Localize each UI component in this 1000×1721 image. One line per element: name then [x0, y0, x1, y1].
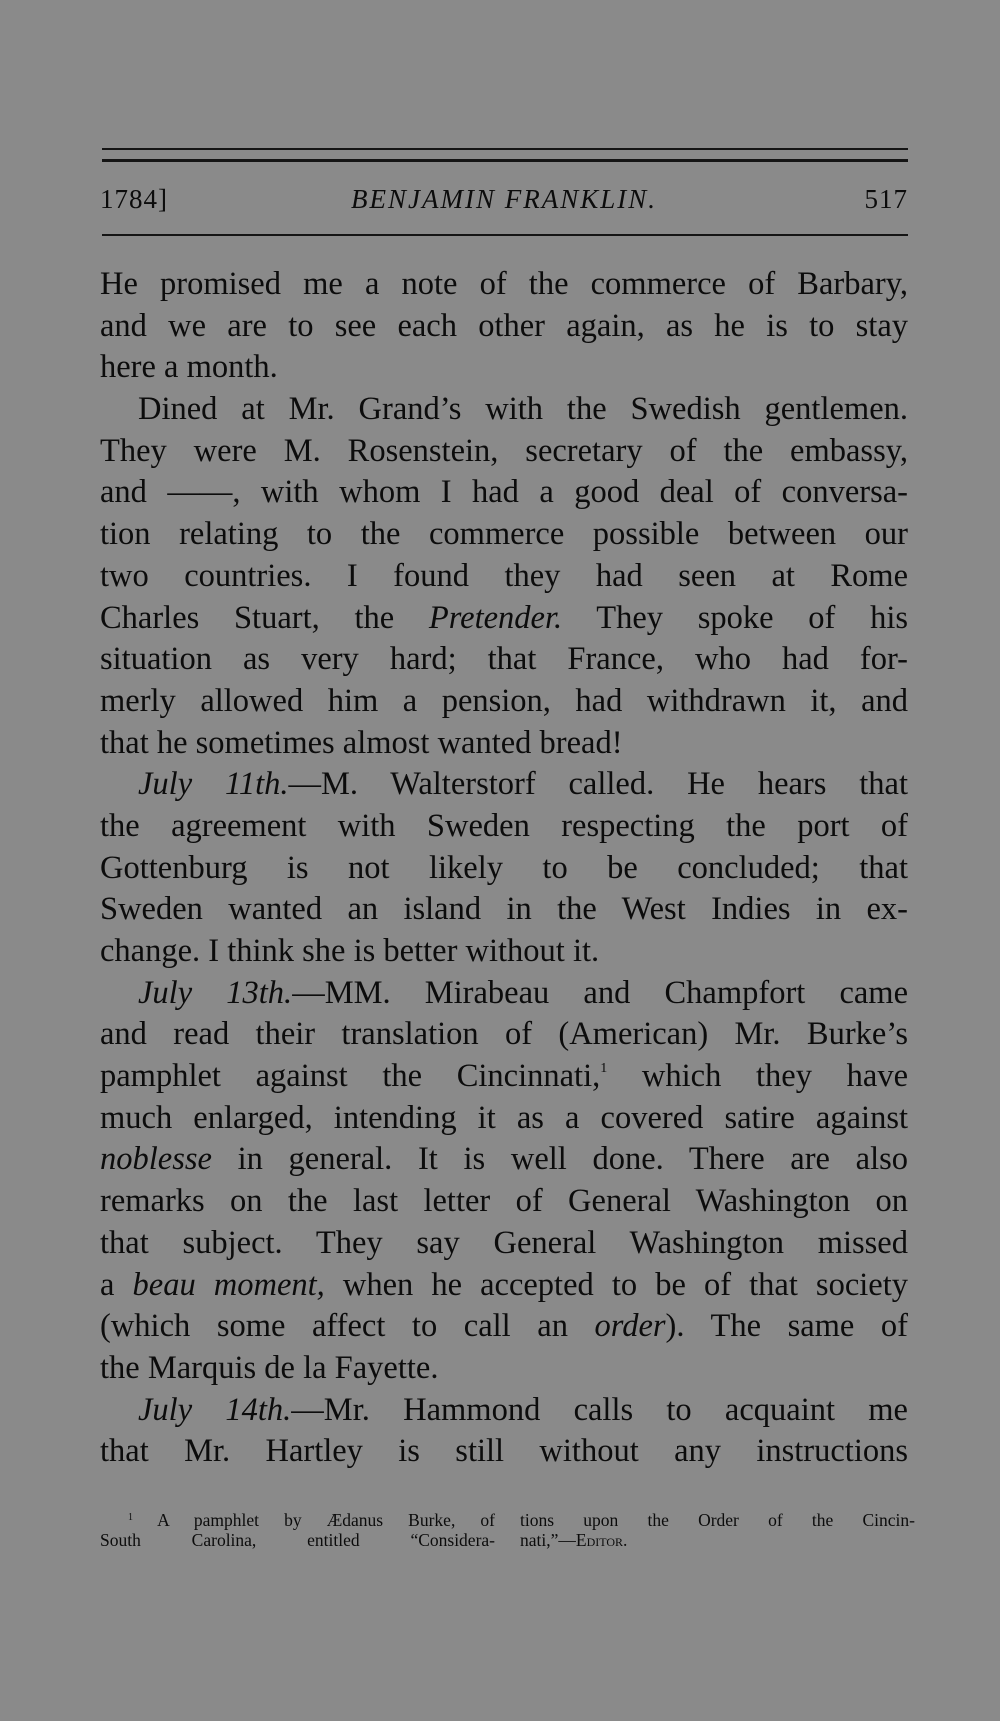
text-run: —Mr. Hammond calls to acquaint me [291, 1391, 908, 1428]
top-double-rule-lower [102, 159, 908, 162]
italic-term: order [594, 1308, 666, 1345]
text-line: change. I think she is better without it. [100, 933, 600, 969]
text-line: the Marquis de la Fayette. [100, 1349, 439, 1386]
running-head [100, 184, 908, 220]
footnote-line: South Carolina, entitled “Considera- [100, 1530, 495, 1550]
top-double-rule-upper [102, 148, 908, 150]
text-line: and we are to see each other again, as he is to stay [100, 307, 908, 344]
text-line [100, 973, 908, 1015]
text-line: the agreement with Sweden respecting the port of [100, 807, 908, 844]
text-line [100, 1306, 908, 1348]
text-run: nati,”— [520, 1530, 576, 1550]
text-line: tion relating to the commerce possible between our [100, 516, 908, 553]
text-run: —MM. Mirabeau and Champfort came [292, 974, 908, 1011]
italic-term: beau moment, [132, 1266, 325, 1303]
text-line [100, 764, 908, 806]
text-line [100, 1390, 908, 1432]
footnote-column-right [520, 1510, 915, 1550]
text-line: Sweden wanted an island in the West Indies in ex- [100, 891, 908, 928]
text-line: remarks on the last letter of General Washington on [100, 1183, 908, 1220]
footnote-marker: 1 [128, 1512, 133, 1523]
text-line: Dined at Mr. Grand’s with the Swedish gentlemen. [138, 391, 908, 428]
text-line: He promised me a note of the commerce of Barbary, [100, 266, 908, 302]
text-run: which they have [607, 1058, 908, 1095]
italic-term: Pretender. [428, 599, 563, 636]
text-line: here a month. [100, 349, 278, 386]
text-line: that subject. They say General Washington missed [100, 1224, 908, 1261]
running-head-title: BENJAMIN FRANKLIN. [351, 184, 657, 214]
text-line: They were M. Rosenstein, secretary of the embassy, [100, 432, 908, 469]
footnote [100, 1510, 915, 1556]
footnote-column-left [100, 1510, 495, 1550]
body-text [100, 264, 908, 1473]
text-line [100, 1139, 908, 1181]
text-run: a [100, 1266, 133, 1303]
text-line: that Mr. Hartley is still without any instructions [100, 1433, 908, 1470]
text-run: pamphlet against the Cincinnati, [100, 1058, 601, 1095]
text-run: (which some affect to call an [100, 1308, 595, 1345]
date-entry: July 11th. [138, 766, 289, 803]
text-line [100, 598, 908, 640]
text-line [100, 1265, 908, 1307]
editor-credit: Editor. [575, 1530, 628, 1550]
text-line: that he sometimes almost wanted bread! [100, 724, 623, 761]
text-line [100, 1056, 908, 1098]
running-head-year: 1784] [100, 184, 168, 214]
footnote-line [100, 1510, 495, 1530]
footnote-ref: 1 [600, 1061, 608, 1077]
text-run: A pamphlet by Ædanus Burke, of [157, 1510, 495, 1530]
date-entry: July 13th. [138, 974, 293, 1011]
header-rule [102, 234, 908, 236]
text-run: ). The same of [665, 1308, 908, 1345]
text-line: much enlarged, intending it as a covered satire against [100, 1099, 908, 1136]
italic-term: noblesse [100, 1141, 212, 1178]
text-line: Gottenburg is not likely to be concluded; that [100, 849, 908, 886]
text-run: Charles Stuart, the [100, 599, 429, 636]
page-number: 517 [864, 184, 908, 214]
text-run: when he accepted to be of that society [324, 1266, 908, 1303]
text-line: situation as very hard; that France, who had for- [100, 641, 908, 678]
text-run: in general. It is well done. There are also [211, 1141, 908, 1178]
text-line: two countries. I found they had seen at Rome [100, 557, 908, 594]
date-entry: July 14th. [138, 1391, 292, 1428]
text-run: —M. Walterstorf called. He hears that [288, 766, 908, 803]
text-line: and read their translation of (American) Mr. Burke’s [100, 1016, 908, 1053]
footnote-line: tions upon the Order of the Cincin- [520, 1510, 915, 1530]
footnote-line [520, 1530, 915, 1550]
text-line: and ——, with whom I had a good deal of conversa- [100, 474, 908, 511]
text-run: They spoke of his [562, 599, 908, 636]
text-line: merly allowed him a pension, had withdrawn it, and [100, 682, 908, 719]
